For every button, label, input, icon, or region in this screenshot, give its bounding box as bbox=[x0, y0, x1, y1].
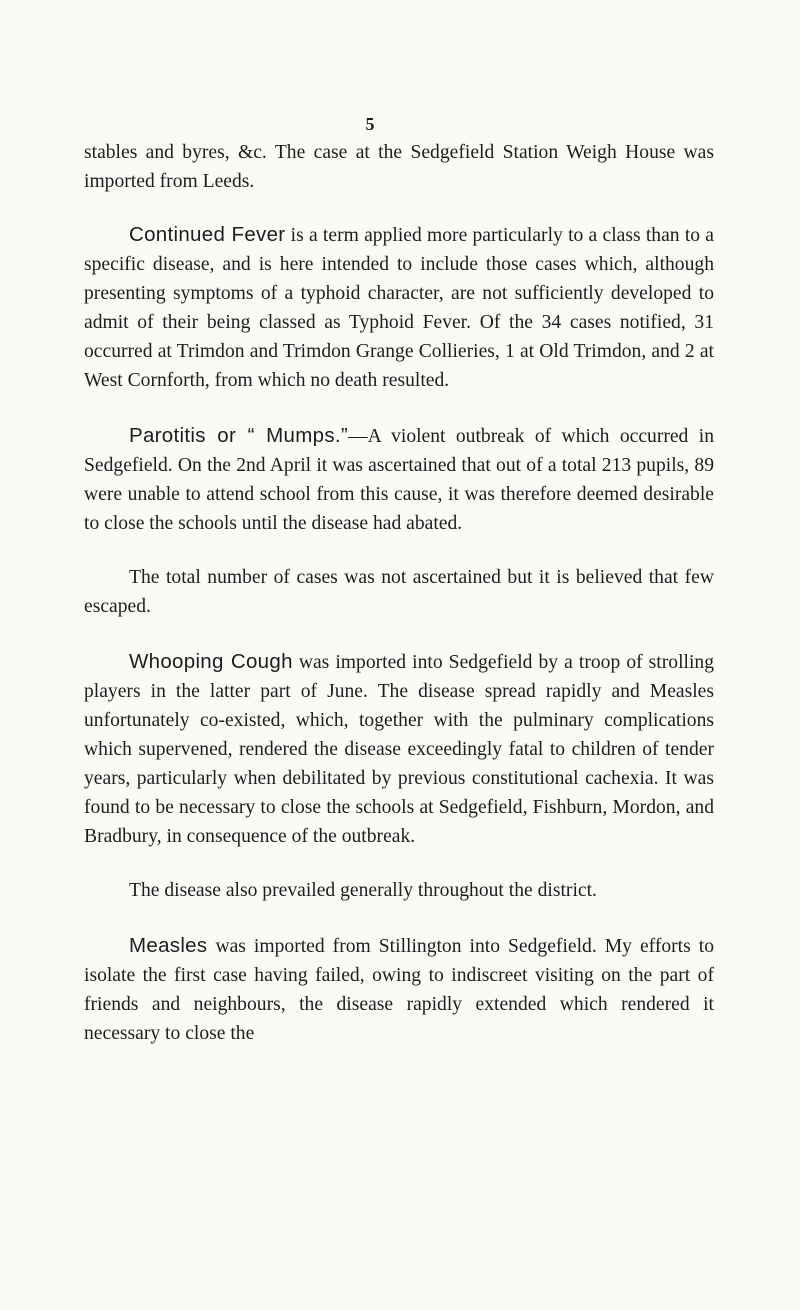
section-heading-continued-fever: Continued Fever bbox=[129, 223, 286, 246]
paragraph-text: The total number of cases was not ascertained but it is believed that few escaped. bbox=[84, 567, 714, 617]
paragraph-stables bbox=[84, 138, 714, 196]
section-heading-mumps: Parotitis or “ Mumps.” bbox=[129, 424, 349, 447]
paragraph-measles bbox=[84, 931, 714, 1048]
paragraph-disease-prevailed bbox=[84, 876, 714, 905]
paragraph-whooping-cough bbox=[84, 647, 714, 851]
paragraph-text: is a term applied more particularly to a class than to a specific disease, and is here intended to include those cases which, although presenting symptoms of a typhoid character, are not sufficiently developed to admit of their being classed as Typhoid Fever. Of the 34 cases notified, 31 occurred at Trimdon and Trimdon Grange Collieries, 1 at Old Trimdon, and 2 at West Cornforth, from which no death resulted. bbox=[84, 225, 715, 391]
document-body bbox=[84, 138, 714, 1048]
section-heading-measles: Measles bbox=[129, 934, 208, 957]
paragraph-text: was imported into Sedgefield by a troop of strolling players in the latter part of June. The disease spread rapidly and Measles unfortunately co-existed, which, together with the pulminary complications which supervened, rendered the disease exceedingly fatal to children of tender years, particularly when debilitated by previous constitutional cachexia. It was found to be necessary to close the schools at Sedgefield, Fishburn, Mordon, and Bradbury, in consequence of the outbreak. bbox=[84, 652, 715, 847]
paragraph-text: was imported from Stillington into Sedgefield. My efforts to isolate the first case having failed, owing to indiscreet visiting on the part of friends and neighbours, the disease rapidly extended which rendered it necessary to close the bbox=[84, 936, 714, 1044]
paragraph-continued-fever bbox=[84, 220, 714, 395]
paragraph-text: The disease also prevailed generally throughout the district. bbox=[129, 880, 597, 901]
paragraph-text: —A violent outbreak of which occurred in Sedgefield. On the 2nd April it was ascertained that out of a total 213 pupils, 89 were unable to attend school from this cause, it was therefore deemed desirable to close the schools until the disease had abated. bbox=[84, 426, 714, 534]
paragraph-text: stables and byres, &c. The case at the Sedgefield Station Weigh House was imported from Leeds. bbox=[84, 142, 714, 192]
paragraph-mumps bbox=[84, 421, 714, 538]
paragraph-total-cases bbox=[84, 563, 714, 621]
section-heading-whooping-cough: Whooping Cough bbox=[129, 650, 293, 673]
page-number: 5 bbox=[365, 114, 375, 134]
